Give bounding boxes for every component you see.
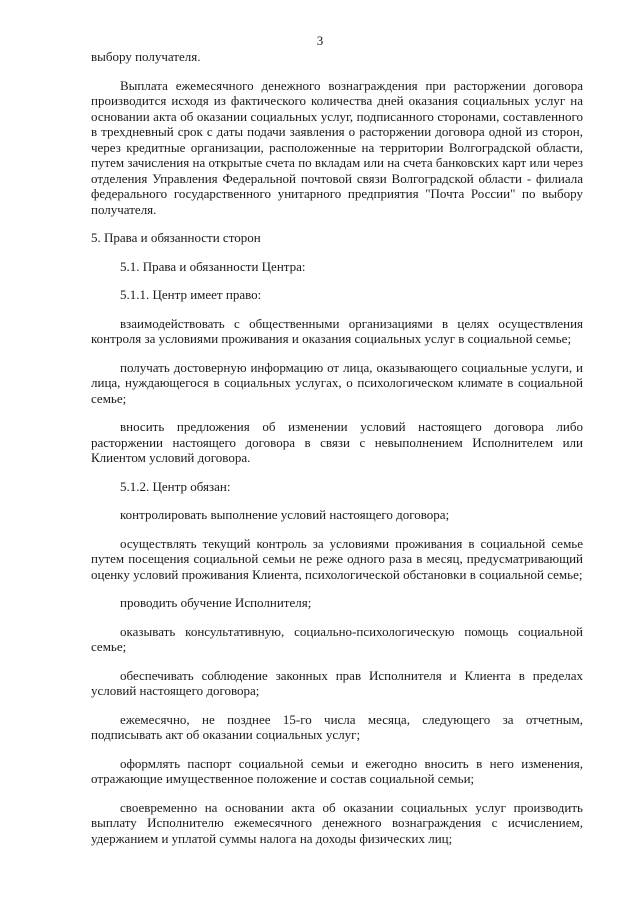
duty-sign-act: ежемесячно, не позднее 15-го числа месяца, следующего за отчетным, подписывать акт об оказании социальных услуг; [91, 711, 583, 742]
document-body [91, 49, 583, 846]
duty-monitor-living: осуществлять текущий контроль за условиями проживания в социальной семье путем посещения социальной семьи не реже одного раза в месяц, предусматривающий оценку условий проживания Клиента, психологической обстановки в социальной семье; [91, 535, 583, 582]
right-receive-info: получать достоверную информацию от лица, оказывающего социальные услуги, и лица, нуждающегося в социальных услугах, о психологическом климате в социальной семье; [91, 359, 583, 406]
duty-payment: своевременно на основании акта об оказании социальных услуг производить выплату Исполнителю ежемесячного денежного вознаграждения с исчислением, удержанием и уплатой суммы налога на доходы физических лиц; [91, 799, 583, 846]
clause-5-1: 5.1. Права и обязанности Центра: [120, 258, 306, 274]
right-propose-changes: вносить предложения об изменении условий настоящего договора либо расторжении настоящего договора в связи с невыполнением Исполнителем или Клиентом условий договора. [91, 419, 583, 465]
duty-rights-compliance: обеспечивать соблюдение законных прав Исполнителя и Клиента в пределах условий настоящего договора; [91, 667, 583, 698]
paragraph-payment-termination: Выплата ежемесячного денежного вознаграждения при расторжении договора производится исходя из фактического количества дней оказания социальных услуг на основании акта об оказании социальных услуг, подписанного сторонами, составленного в трехдневный срок с даты подачи заявления о расторжении договора одной из сторон, через кредитные организации, расположенные на территории Волгоградской области, путем зачисления на открытые счета по вкладам или на счета банковских карт или через отделения Управления Федеральной почтовой связи Волгоградской области - филиала федерального государственного унитарного предприятия "Почта России" по выбору получателя. [91, 77, 583, 217]
page-number: 3 [316, 33, 324, 48]
section-heading: 5. Права и обязанности сторон [91, 230, 261, 245]
duty-passport: оформлять паспорт социальной семьи и ежегодно вносить в него изменения, отражающие имущественное положение и состав социальной семьи; [91, 755, 583, 786]
duty-consulting: оказывать консультативную, социально-психологическую помощь социальной семье; [91, 623, 583, 654]
clause-5-1-2: 5.1.2. Центр обязан: [120, 478, 231, 494]
duty-control: контролировать выполнение условий настоящего договора; [120, 507, 450, 522]
clause-5-1-1: 5.1.1. Центр имеет право: [120, 287, 262, 302]
paragraph-continuation: выбору получателя. [91, 49, 201, 64]
duty-training: проводить обучение Исполнителя; [120, 595, 312, 610]
right-interact: взаимодействовать с общественными организациями в целях осуществления контроля за условиями проживания и оказания социальных услуг в социальной семье; [91, 315, 583, 346]
